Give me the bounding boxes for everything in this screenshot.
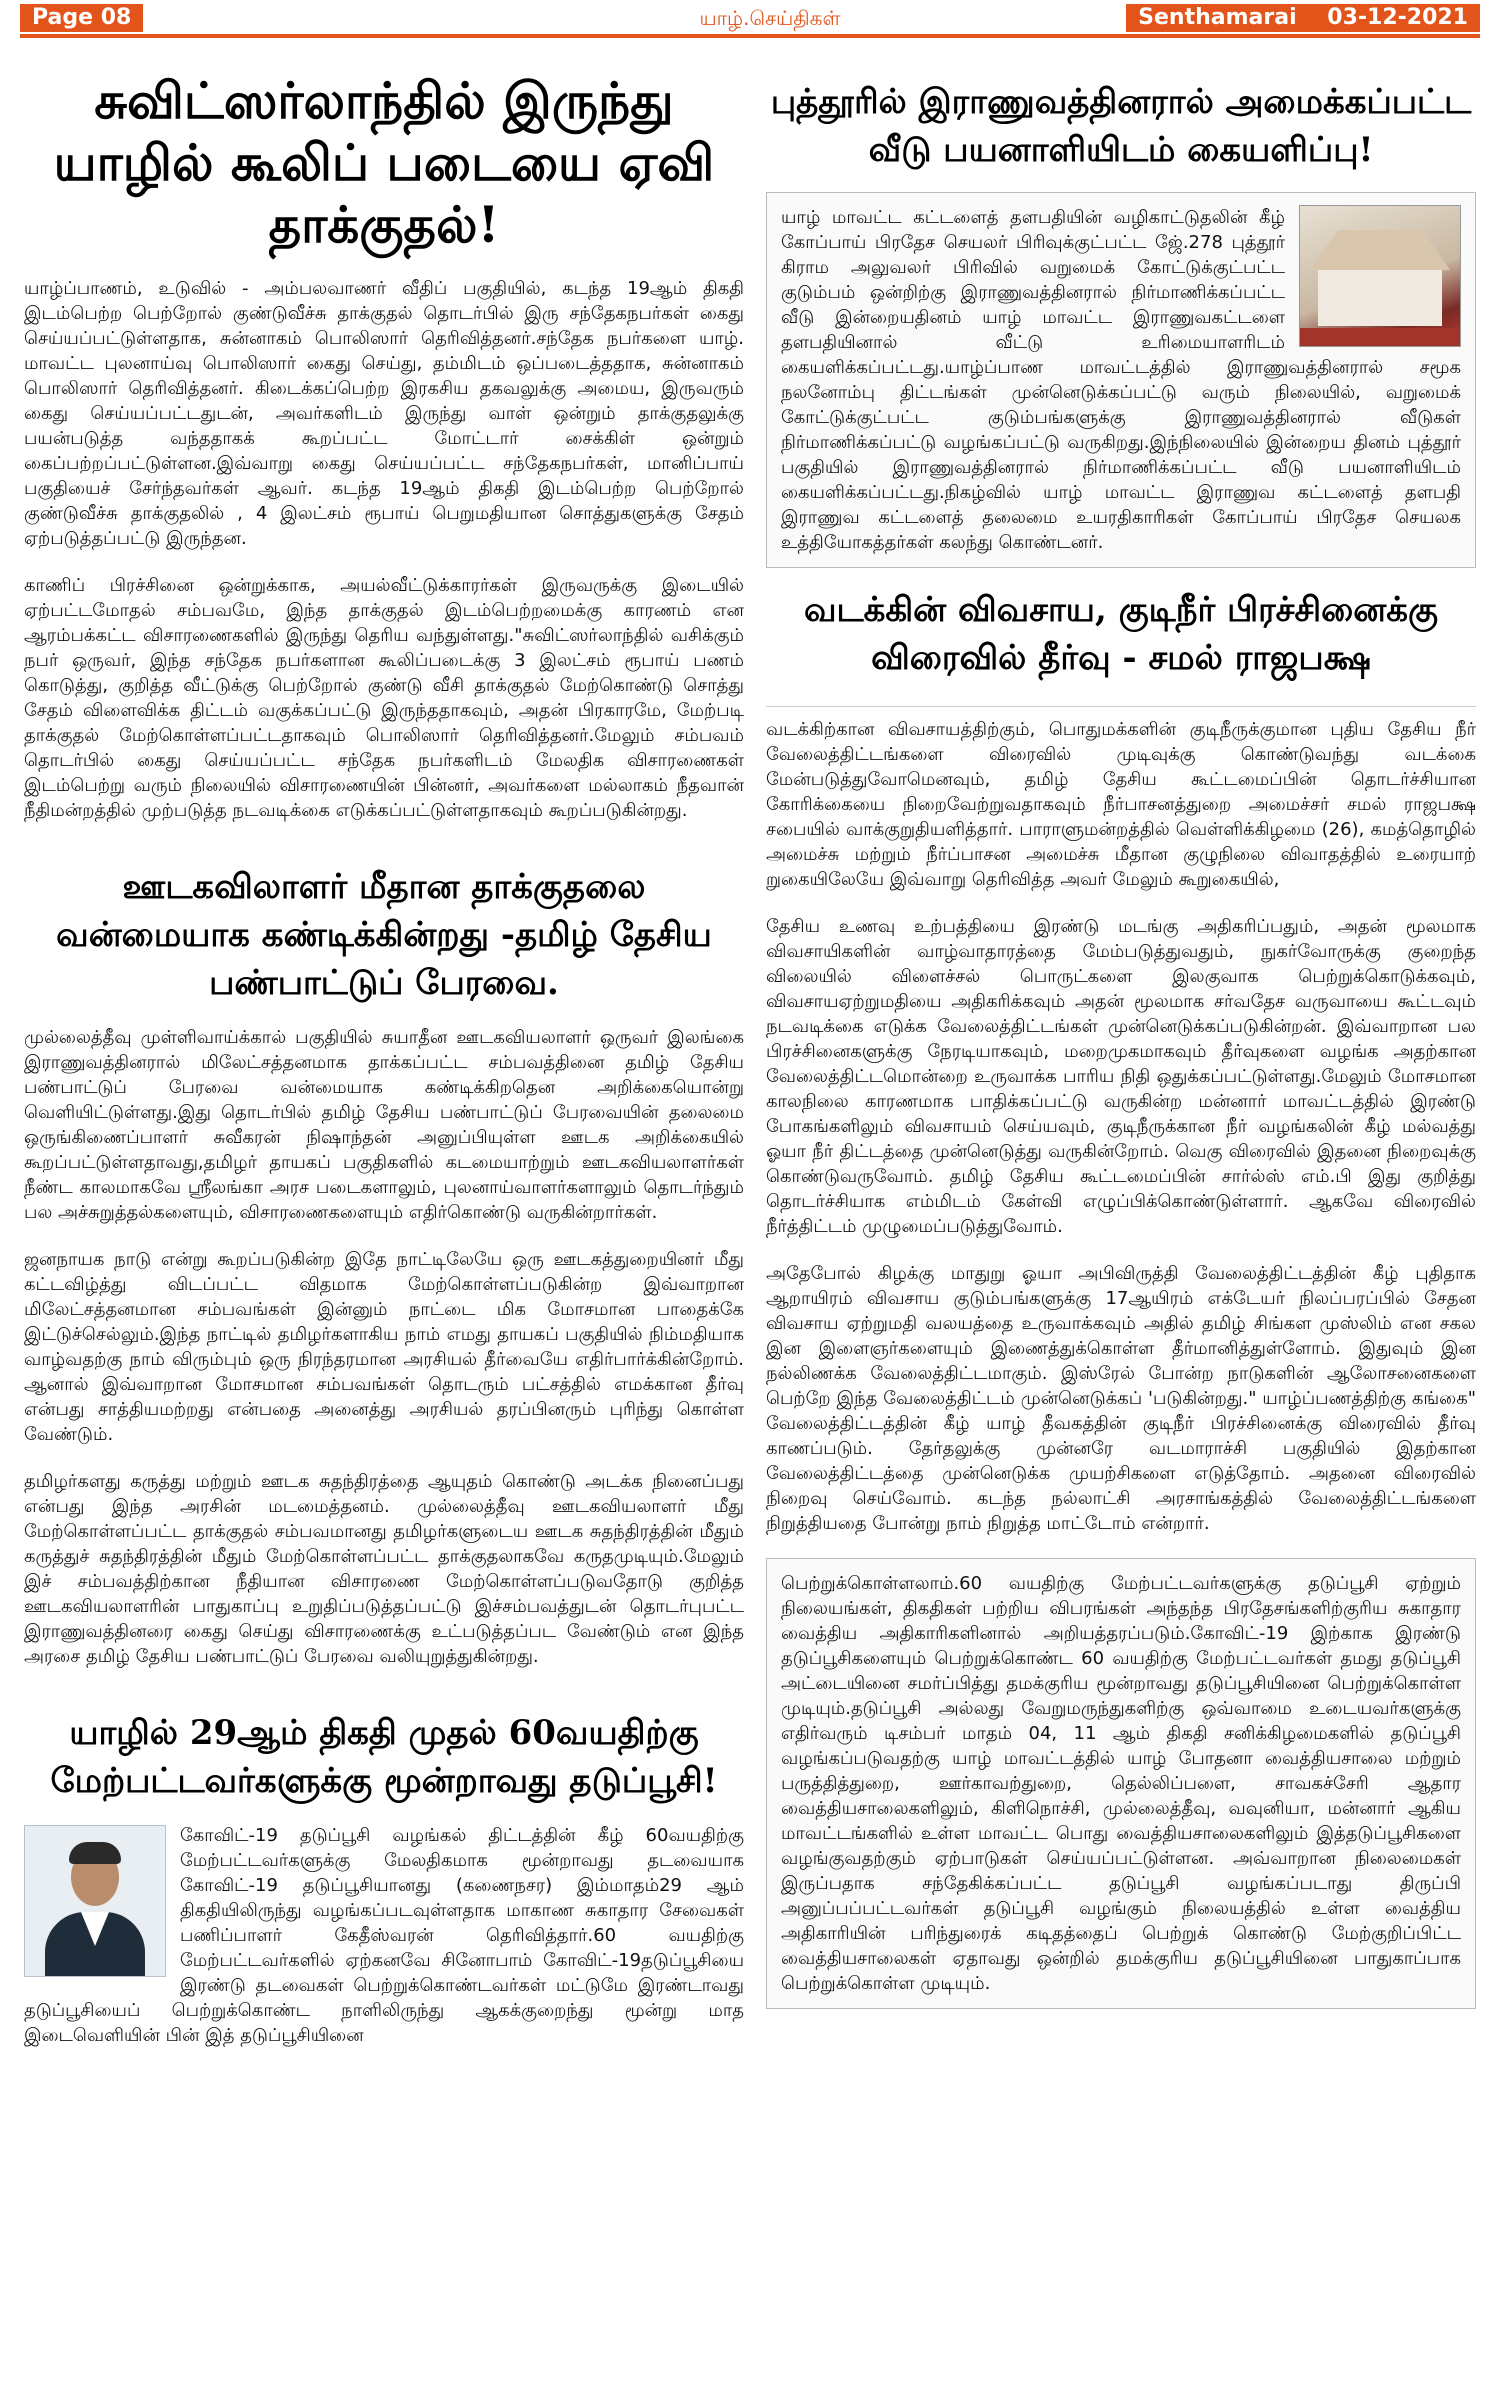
article-paragraph: பெற்றுக்கொள்ளலாம்.60 வயதிற்கு மேற்பட்டவர்களுக்கு தடுப்பூசி ஏற்றும் நிலையங்கள், திகதிகள் பற்றிய விபரங்கள் அந்தந்த பிரதேசங்களிற்குரிய சுகாதார வைத்திய அதிகாரிகளினால் அறியத்தரப்படும்.கோவிட்-19 இற்காக இரண்டு தடுப்பூசிகளையும் பெற்றுக்கொண்ட 60 வயதிற்கு மேற்பட்டவர்கள் தமது தடுப்பூசி அட்டையினை சமர்ப்பித்து தமக்குரிய மூன்றாவது தடுப்பூசியினை பெற்றுக்கொள்ள முடியும்.தடுப்பூசி அல்லது வேறுமருந்துகளிற்கு ஒவ்வாமை உடையவர்களுக்கு எதிர்வரும் டிசம்பர் மாதம் 04, 11 ஆம் திகதி சனிக்கிழமைகளில் தடுப்பூசி வழங்கப்படுவதற்கு யாழ் மாவட்டத்தில் யாழ் போதனா வைத்தியசாலை மற்றும் பருத்தித்துறை, ஊர்காவற்துறை, தெல்லிப்பளை, சாவகச்சேரி ஆதார வைத்தியசாலைகளிலும், கிளிநொச்சி, முல்லைத்தீவு, வவுனியா, மன்னார் ஆகிய மாவட்டங்களில் உள்ள மாவட்ட பொது வைத்தியசாலைகளிலும் இத்தடுப்பூசிகளை வழங்குவதற்கும் ஏற்பாடுகள் செய்யப்பட்டுள்ளன. அவ்வாறான நிலைமைகள் இருப்பதாக சந்தேகிக்கப்பட்ட தடுப்பூசி வழங்கப்படாது திருப்பி அனுப்பப்பட்டவர்கள் தடுப்பூசி வழங்கும் நிலையத்தில் உள்ள வைத்திய அதிகாரியின் பரிந்துரைக் கடிதத்தைப் பெற்றுக் கொண்டு மேற்குறிப்பிட்ட வைத்தியசாலைகள் ஏதாவது ஒன்றில் தமக்குரிய தடுப்பூசியினை பாதுகாப்பாக பெற்றுக்கொள்ள முடியும். [781,1573,1461,1994]
header-rule [20,34,1480,38]
article-paragraph: தமிழர்களது கருத்து மற்றும் ஊடக சுதந்திரத்தை ஆயுதம் கொண்டு அடக்க நினைப்பது என்பது இந்த அரசின் மடமைத்தனம். முல்லைத்தீவு ஊடகவியலாளர் மீது மேற்கொள்ளப்பட்ட தாக்குதல் சம்பவமானது தமிழர்களுடைய ஊடக சுதந்திரத்தின் மீதும் கருத்துச் சுதந்திரத்தின் மீதும் மேற்கொள்ளப்பட்ட தாக்குதலாகவே கருதமுடியும்.மேலும் இச் சம்பவத்திற்கான நீதியான விசாரணை மேற்கொள்ளப்படுவதோடு குறித்த ஊடகவியலாளரின் பாதுகாப்பு உறுதிப்படுத்தப்பட்டு இச்சம்பவத்துடன் தொடர்புபட்ட இராணுவத்தினரை கைது செய்து விசாரணைக்கு உட்படுத்தப்பட வேண்டும் என இந்த அரசை தமிழ் தேசிய பண்பாட்டுப் பேரவை வலியுறுத்துகின்றது. [24,1471,744,1667]
article-headline: யாழில் 29ஆம் திகதி முதல் 60வயதிற்கு மேற்பட்டவர்களுக்கு மூன்றாவது தடுப்பூசி! [50,1713,718,1801]
article-paragraph: வடக்கிற்கான விவசாயத்திற்கும், பொதுமக்களின் குடிநீருக்குமான புதிய தேசிய நீர் வேலைத்திட்டங்களை விரைவில் முடிவுக்கு கொண்டுவந்து வடக்கை மேன்படுத்துவோமெனவும், தமிழ் தேசிய கூட்டமைப்பின் தொடர்ச்சியான கோரிக்கையை நிறைவேற்றுவதாகவும் நீர்பாசனத்துறை அமைச்சர் சமல் ராஜபக்ஷ சபையில் வாக்குறுதியளித்தார். பாராளுமன்றத்தில் வெள்ளிக்கிழமை (26), கமத்தொழில் அமைச்சு மற்றும் நீர்ப்பாசன அமைச்சு மீதான குழுநிலை விவாதத்தில் உரையாற் றுகையிலேயே இவ்வாறு தெரிவித்த அவர் மேலும் கூறுகையில், [766,719,1476,890]
left-column [24,60,744,2070]
article-paragraph: யாழ் மாவட்ட கட்டளைத் தளபதியின் வழிகாட்டுதலின் கீழ் கோப்பாய் பிரதேச செயலர் பிரிவுக்குட்பட்ட ஜே்.278 புத்தூர் கிராம அலுவலர் பிரிவில் வறுமைக் கோட்டுக்குட்பட்ட குடும்பம் ஒன்றிற்கு இராணுவத்தினரால் நிர்மாணிக்கப்பட்ட வீடு இன்றையதினம் யாழ் மாவட்ட இராணுவகட்டளை தளபதியினால் வீட்டு உரிமையாளரிடம் கையளிக்கப்பட்டது.யாழ்ப்பாண மாவட்டத்தில் இராணுவத்தினரால் சமூக நலனோம்பு திட்டங்கள் முன்னெடுக்கப்பட்டு வரும் நிலையில், வறுமைக் கோட்டுக்குட்பட்ட குடும்பங்களுக்கு இராணுவத்தினரால் வீடுகள் நிர்மாணிக்கப்பட்டு வழங்கப்பட்டு வருகிறது.இந்நிலையில் இன்றைய தினம் புத்தூர் பகுதியில் இராணுவத்தினரால் நிர்மாணிக்கப்பட்ட வீடு பயனாளியிடம் கையளிக்கப்பட்டது.நிகழ்வில் யாழ் மாவட்ட இராணுவ கட்டளைத் தளபதி இராணுவ கட்டளைத் தலைமை உயரதிகாரிகள் கோப்பாய் பிரதேச செயலக உத்தியோகத்தர்கள் கலந்து கொண்டனர். [781,207,1461,553]
house-photo-image [1299,205,1461,347]
issue-date: 03-12-2021 [1327,5,1468,30]
article-paragraph: கோவிட்-19 தடுப்பூசி வழங்கல் திட்டத்தின் கீழ் 60வயதிற்கு மேற்பட்டவர்களுக்கு மேலதிகமாக மூன்றாவது தடவையாக கோவிட்-19 தடுப்பூசியானது (கணைநசர) இம்மாதம்29 ஆம் திகதியிலிருந்து வழங்கப்படவுள்ளதாக மாகாண சுகாதார சேவைகள் பணிப்பாளர் கேதீஸ்வரன் தெரிவித்தார்.60 வயதிற்கு மேற்பட்டவர்களில் ஏற்கனவே சினோபாம் கோவிட்-19தடுப்பூசியை இரண்டு தடவைகள் பெற்றுக்கொண்டவர்கள் மட்டுமே இரண்டாவது தடுப்பூசியைப் பெற்றுக்கொண்ட நாளிலிருந்து ஆகக்குறைந்து மூன்று மாத இடைவெளியின் பின் இத் தடுப்பூசியினை [24,1825,744,2046]
article-paragraph: ஜனநாயக நாடு என்று கூறப்படுகின்ற இதே நாட்டிலேயே ஒரு ஊடகத்துறையினர் மீது கட்டவிழ்த்து விடப்பட்ட விதமாக மேற்கொள்ளப்படுகின்ற இவ்வாறான மிலேட்சத்தனமான சம்பவங்கள் இன்னும் நாட்டை மிக மோசமான பாதைக்கே இட்டுச்செல்லும்.இந்த நாட்டில் தமிழர்களாகிய நாம் எமது தாயகப் பகுதியில் நிம்மதியாக வாழ்வதற்கு நாம் விரும்பும் ஒரு நிரந்தரமான அரசியல் தீர்வையே எதிர்பார்க்கின்றோம். ஆனால் இவ்வாறான மோசமான சம்பவங்கள் தொடரும் பட்சத்தில் எமக்கான தீர்வு என்பது சாத்தியமற்றது என்பதை அனைத்து அரசியல் தரப்பினரும் புரிந்து கொள்ள வேண்டும். [24,1249,744,1445]
article-paragraph: யாழ்ப்பாணம், உடுவில் - அம்பலவாணர் வீதிப் பகுதியில், கடந்த 19ஆம் திகதி இடம்பெற்ற பெற்றோல் குண்டுவீச்சு தாக்குதல் தொடர்பில் இரு சந்தேகநபர்கள் கைது செய்யப்பட்டுள்ளதாக, சுன்னாகம் பொலிஸார் தெரிவித்தனர்.சந்தேக நபர்களை யாழ். மாவட்ட புலனாய்வு பொலிஸார் கைது செய்து, தம்மிடம் ஒப்படைத்ததாக, சுன்னாகம் பொலிஸார் தெரிவித்தனர். கிடைக்கப்பெற்ற இரகசிய தகவலுக்கு அமைய, இருவரும் கைது செய்யப்பட்டதுடன், அவர்களிடம் இருந்து வாள் ஒன்றும் தாக்குதலுக்கு பயன்படுத்த வந்ததாகக் கூறப்பட்ட மோட்டார் சைக்கிள் ஒன்றும் கைப்பற்றப்பட்டுள்ளன.இவ்வாறு கைது செய்யப்பட்ட சந்தேகநபர்கள், மானிப்பாய் பகுதியைச் சேர்ந்தவர்கள் ஆவர். கடந்த 19ஆம் திகதி இடம்பெற்ற பெற்றோல் குண்டுவீச்சு தாக்குதலில் , 4 இலட்சம் ரூபாய் பெறுமதியான சொத்துகளுக்கு சேதம் ஏற்படுத்தப்பட்டு இருந்தன. [24,278,744,549]
article-paragraph: அதேபோல் கிழக்கு மாதுறு ஓயா அபிவிருத்தி வேலைத்திட்டத்தின் கீழ் புதிதாக ஆறாயிரம் விவசாய குடும்பங்களுக்கு 17ஆயிரம் எக்டேயர் நிலப்பரப்பில் சேதன விவசாய ஏற்றுமதி வலயத்தை உருவாக்கவும் அதில் தமிழ் சிங்கள முஸ்லிம் என சகல இன இளைஞர்களையும் இணைத்துக்கொள்ள தீர்மானித்துள்ளோம். இதுவும் இன நல்லிணக்க வேலைத்திட்டமாகும். இஸ்ரேல் போன்ற நாடுகளின் ஆலோசனைகளை பெற்றே இந்த வேலைத்திட்டம் முன்னெடுக்கப் 'படுகின்றது." யாழ்ப்பணத்திற்கு கங்கை" வேலைத்திட்டத்தின் கீழ் யாழ் தீவகத்தின் குடிநீர் பிரச்சினைக்கு விரைவில் தீர்வு காணப்படும். தேர்தலுக்கு முன்னரே வடமாராச்சி பகுதியில் இதற்கான வேலைத்திட்டத்தை முன்னெடுக்க முயற்சிகளை எடுத்தோம். அதனை விரைவில் நிறைவு செய்வோம். கடந்த நல்லாட்சி அரசாங்கத்தில் வேலைத்திட்டங்களை நிறுத்தியதை போன்று நாம் நிறுத்த மாட்டோம் என்றார். [766,1263,1476,1534]
photo-roof [1310,230,1450,270]
page-header [20,0,1480,34]
continuation-box [766,1558,1476,2009]
section-title: யாழ்.செய்திகள் [699,6,841,30]
photo-floor [1300,328,1460,346]
article-paragraph: முல்லைத்தீவு முள்ளிவாய்க்கால் பகுதியில் சுயாதீன ஊடகவியலாளர் ஒருவர் இலங்கை இராணுவத்தினரால் மிலேட்சத்தனமாக தாக்கப்பட்ட சம்பவத்தினை தமிழ் தேசிய பண்பாட்டுப் பேரவை வன்மையாக கண்டிக்கிறதென அறிக்கையொன்று வெளியிட்டுள்ளது.இது தொடர்பில் தமிழ் தேசிய பண்பாட்டுப் பேரவையின் தலைமை ஒருங்கிணைப்பாளர் சுவீகரன் நிஷாந்தன் அனுப்பியுள்ள ஊடக அறிக்கையில் கூறப்பட்டுள்ளதாவது,தமிழர் தாயகப் பகுதிகளில் கடமையாற்றும் ஊடகவியலாளர்கள் நீண்ட காலமாகவே ஸ்ரீலங்கா அரச படைகளாலும், புலனாய்வாளர்களாலும் தொடர்ந்தும் பல அச்சுறுத்தல்களையும், விசாரணைகளையும் எதிர்கொண்டு வருகின்றார்கள். [24,1027,744,1223]
article-headline: ஊடகவிலாளர் மீதான தாக்குதலை வன்மையாக கண்டிக்கின்றது -தமிழ் தேசிய பண்பாட்டுப் பேரவை. [56,867,712,1003]
article-paragraph: தேசிய உணவு உற்பத்தியை இரண்டு மடங்கு அதிகரிப்பதும், அதன் மூலமாக விவசாயிகளின் வாழ்வாதாரத்தை மேம்படுத்துவதும், நுகர்வோருக்கு குறைந்த விலையில் விளைச்சல் பொருட்களை இலகுவாக பெற்றுக்கொடுக்கவும், விவசாயஏற்றுமதியை அதிகரிக்கவும் அதன் மூலமாக சர்வதேச வருவாயை கூட்டவும் நடவடிக்கை எடுக்க வேலைத்திட்டங்கள் முன்னெடுக்கப்படுகின்றன். இவ்வாறான பல பிரச்சினைகளுக்கு நேரடியாகவும், மறைமுகமாகவும் தீர்வுகளை வழங்க அதற்கான வேலைத்திட்டமொன்றை உருவாக்க பாரிய நிதி ஒதுக்கப்பட்டுள்ளது.மேலும் மோசமான காலநிலை காரணமாக பாதிக்கப்பட்டு வருகின்ற மன்னார் மாவட்டத்தில் இரண்டு போகங்களிலும் விவசாயம் செய்யவும், குடிநீருக்கான நீர் வழங்கலின் கீழ் மல்வத்து ஓயா நீர் திட்டத்தை முன்னெடுத்து வருகின்றோம். வெகு விரைவில் இதனை நிறைவுக்கு கொண்டுவருவோம். தமிழ் தேசிய கூட்டமைப்பின் சார்ல்ஸ் எம்.பி இது குறித்து தொடர்ச்சியாக எம்மிடம் கேள்வி எழுப்பிக்கொண்டுள்ளார். ஆகவே விரைவில் நீர்த்திட்டம் முழுமைப்படுத்துவோம். [766,916,1476,1237]
article-headline: சுவிட்ஸர்லாந்தில் இருந்து யாழில் கூலிப் படையை ஏவி தாக்குதல்! [53,71,715,254]
article-paragraph: காணிப் பிரச்சினை ஒன்றுக்காக, அயல்வீட்டுக்காரர்கள் இருவருக்கு இடையில் ஏற்பட்டமோதல் சம்பவமே, இந்த தாக்குதல் இடம்பெற்றமைக்கு காரணம் என ஆரம்பக்கட்ட விசாரணைகளில் இருந்து தெரிய வந்துள்ளது."சுவிட்ஸர்லாந்தில் வசிக்கும் நபர் ஒருவர், இந்த சந்தேக நபர்களான கூலிப்படைக்கு 3 இலட்சம் ரூபாய் பணம் கொடுத்து, குறித்த வீட்டுக்கு பெற்றோல் குண்டு வீசி தாக்குதல் மேற்கொண்டு சொத்து சேதம் விளைவிக்க திட்டம் வகுக்கப்பட்டு இருந்ததாகவும், அதன் பிரகாரமே, மேற்படி தாக்குதல் மேற்கொள்ளப்பட்டதாகவும் பொலிஸார் தெரிவித்தனர்.மேலும் சம்பவம் தொடர்பில் கைது செய்யப்பட்ட சந்தேக நபர்களிடம் மேலதிக விசாரணைகள் இடம்பெற்று வரும் நிலையில் விசாரணையின் பின்னர், அவர்களை மல்லாகம் நீதவான் நீதிமன்றத்தில் முற்படுத்த நடவடிக்கை எடுக்கப்பட்டுள்ளதாகவும் கூறப்படுகின்றது. [24,575,744,821]
page-number: Page 08 [20,4,143,32]
article-headline: புத்தூரில் இராணுவத்தினரால் அமைக்கப்பட்ட வீடு பயனாளியிடம் கையளிப்பு! [770,82,1472,170]
right-column [766,60,1476,2009]
article-headline: வடக்கின் விவசாய, குடிநீர் பிரச்சினைக்கு விரைவில் தீர்வு - சமல் ராஜபக்ஷ [803,590,1439,678]
official-portrait-image [24,1825,166,1977]
masthead-right [1126,4,1480,32]
article-box [766,192,1476,568]
article-divider [766,706,1476,707]
publication-name: Senthamarai [1138,5,1297,30]
portrait-hair [69,1842,121,1864]
photo-wall [1318,270,1442,326]
